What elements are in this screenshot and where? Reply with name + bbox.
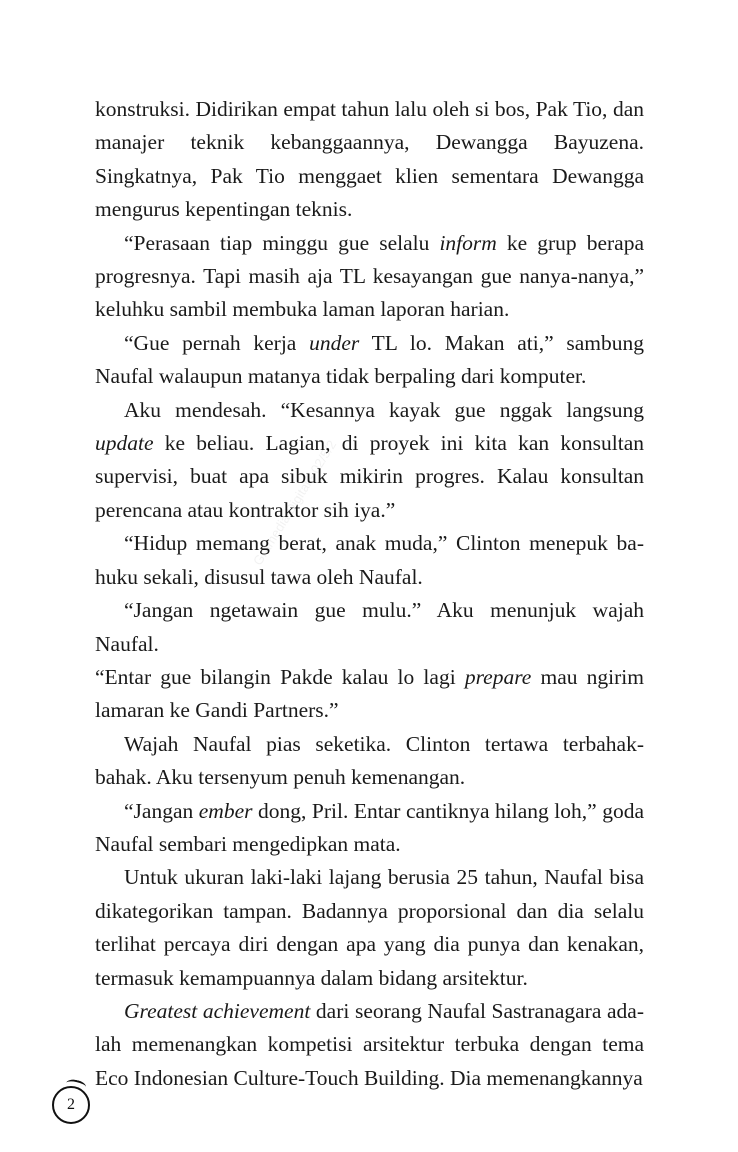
text-run: TL lo. Makan ati,” sambung Naufal walaupun matanya tidak berpaling dari komputer. xyxy=(95,330,645,389)
text-run: Untuk ukuran laki-laki lajang berusia 25 tahun, Naufal bisa dikategorikan tampan. Badannya proporsional dan dia selalu terlihat percaya diri dengan apa yang dia punya dan kenakan, termasuk kemampuannya dalam bidang arsitektur. xyxy=(95,865,644,990)
paragraph xyxy=(95,527,644,594)
text-run: mau ngirim lamaran ke Gandi Partners.” xyxy=(95,664,644,723)
page-number: 2 xyxy=(52,1086,90,1124)
text-run: konstruksi. Didirikan empat tahun lalu oleh si bos, Pak Tio, dan manajer teknik kebanggaannya, Dewangga Bayuzena. Singkatnya, Pak Tio menggaet klien sementara Dewangga mengurus kepentingan teknis. xyxy=(95,97,644,222)
italic-text: ember xyxy=(198,798,253,823)
text-run: “Jangan ngetawain gue mulu.” Aku menunjuk wajah Naufal. xyxy=(95,598,644,656)
text-run: ke grup berapa progresnya. Tapi masih aja TL kesayangan gue nanya-nanya,” keluhku sambil membuka laman laporan harian. xyxy=(95,230,644,322)
paragraph xyxy=(95,661,644,728)
paragraph xyxy=(95,728,644,795)
paragraph xyxy=(95,795,644,862)
paragraph xyxy=(95,394,644,528)
body-text xyxy=(95,93,644,1095)
text-run: “Entar gue bilangin Pakde kalau lo lagi xyxy=(95,664,465,689)
italic-text: Greatest achievement xyxy=(124,998,311,1023)
italic-text: update xyxy=(95,431,154,456)
italic-text: prepare xyxy=(464,664,532,689)
paragraph xyxy=(95,93,644,227)
text-run: “Hidup memang berat, anak muda,” Clinton menepuk bahuku sekali, disusul tawa oleh Naufal. xyxy=(95,531,644,589)
text-run: dong, Pril. Entar cantiknya hilang loh,” goda Naufal sembari mengedipkan mata. xyxy=(95,798,644,856)
text-run: Wajah Naufal pias seketika. Clinton tertawa terbahak-bahak. Aku tersenyum penuh kemenangan. xyxy=(95,731,644,790)
paragraph xyxy=(95,995,644,1095)
paragraph xyxy=(95,227,644,327)
italic-text: inform xyxy=(439,230,497,255)
text-run: Aku mendesah. “Kesannya kayak gue nggak langsung xyxy=(124,397,644,422)
text-run: “Jangan xyxy=(124,798,199,823)
text-run: “Gue pernah kerja xyxy=(124,330,310,355)
paragraph xyxy=(95,594,644,661)
italic-text: under xyxy=(309,330,360,355)
paragraph xyxy=(95,327,644,394)
text-run: dari seorang Naufal Sastranagara adalah memenangkan kompetisi arsitektur terbuka dengan tema Eco Indonesian Culture-Touch Building. Dia memenangkannya xyxy=(95,998,644,1090)
paragraph xyxy=(95,861,644,995)
watermark: Gramedia Digital - 02/5/2 xyxy=(250,437,340,568)
text-run: “Perasaan tiap minggu gue selalu xyxy=(124,230,440,255)
text-run: ke beliau. Lagian, di proyek ini kita kan konsultan supervisi, buat apa sibuk mikirin progres. Kalau konsultan perencana atau kontraktor sih iya.” xyxy=(95,431,644,522)
